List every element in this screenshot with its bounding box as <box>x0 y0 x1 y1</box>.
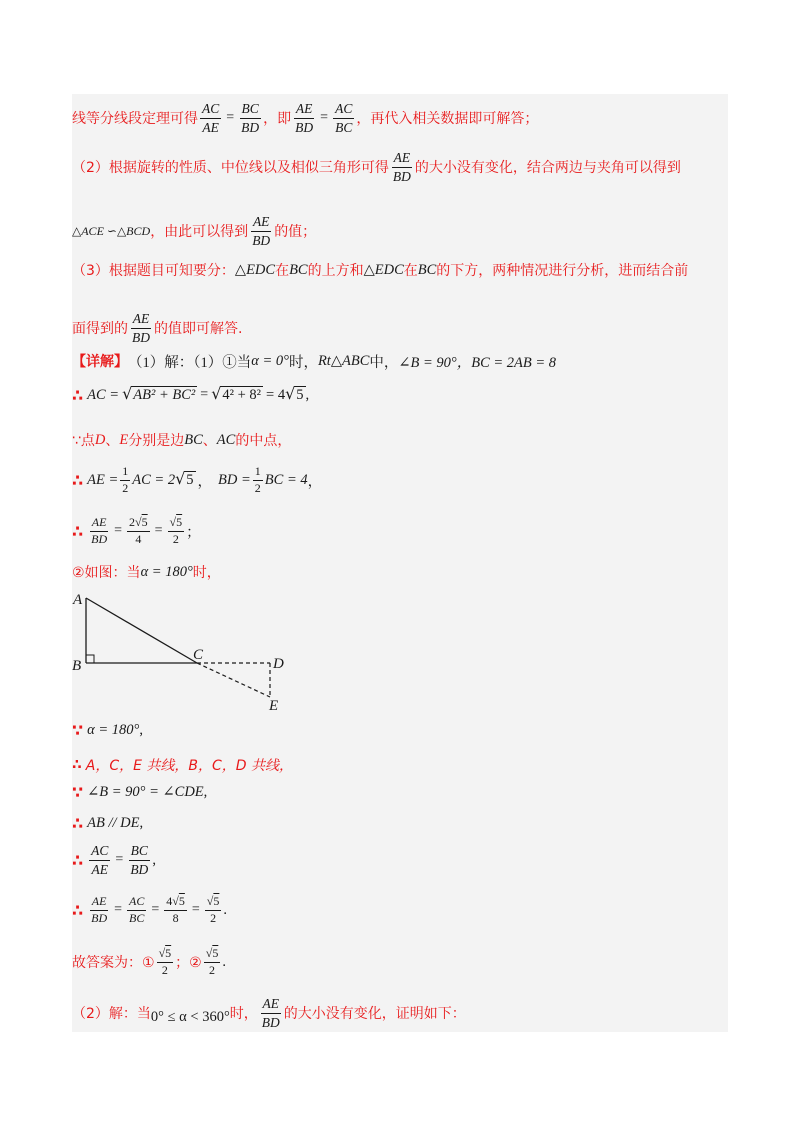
segment-bc: BC <box>289 261 308 278</box>
text: 的值； <box>274 224 317 240</box>
line-2 <box>72 137 681 197</box>
line-4: （3）根据题目可知要分： △EDC 在 BC 的上方和 △EDC 在 BC 的下方，两种情况进行分析，进而结合前 <box>72 261 689 279</box>
fraction-ac-bc: $\frac{AC}{BC}$ <box>335 100 353 135</box>
therefore-symbol: ∴ <box>72 900 84 920</box>
label-e: E <box>269 698 279 713</box>
line-5: 面得到的 $\frac{AE}{BD}$ 的值即可解答. <box>72 310 243 345</box>
line-9: ∴ AE = $\frac{1}{2}$ AC = 2 √ 5 ， BD = $\frac{1}{2}$ BC = 4 ， <box>72 463 323 495</box>
segment-ac <box>86 598 197 663</box>
geometry-figure <box>72 588 302 713</box>
line-1: 线等分线段定理可得 $\frac{AC}{AE}$ = $\frac{BC}{BD}$ ，即 $\frac{AE}{BD}$ = $\frac{AC}{BC}$ ，再代入相关数据即可解答； <box>72 100 539 135</box>
text: ，由此可以得到 <box>150 224 249 240</box>
therefore-symbol: ∴ <box>72 813 84 833</box>
therefore-symbol: ∴ <box>72 757 82 773</box>
fraction-bc-bd: $\frac{BC}{BD}$ <box>241 100 260 135</box>
text: ，即 <box>263 111 292 127</box>
triangle-edc: △EDC <box>363 261 404 278</box>
fraction-ae-bd: $\frac{AE}{BD}$ <box>295 100 314 135</box>
text: ，再代入相关数据即可解答； <box>356 111 539 127</box>
fraction-ae-bd: $\frac{AE}{BD}$ <box>392 149 411 184</box>
similar-triangles: △ACE ∽△BCD <box>72 223 151 238</box>
text: 线等分线段定理可得 <box>72 111 198 127</box>
line-8: ∵点 D 、 E 分别是边 BC 、 AC 的中点， <box>72 431 292 449</box>
fraction-ac-ae: $\frac{AC}{AE}$ <box>202 100 220 135</box>
line-15: ∴ AB // DE , <box>72 813 144 833</box>
therefore-symbol: ∴ <box>72 385 84 405</box>
line-19: （2）解：当 0° ≤ α < 360° 时， $\frac{AE}{BD}$ 的大小没有变化，证明如下： <box>72 995 466 1030</box>
line-10: ∴ $\frac{AE}{BD}$ = $\frac{2√5}{4}$ = $\frac{√5}{2}$ ； <box>72 514 201 546</box>
label-b: B <box>72 658 82 674</box>
line-14: ∵ ∠B = 90° = ∠CDE , <box>72 782 208 802</box>
line-6: 【详解】 （1）解：（1）①当 α = 0° 时， Rt△ABC 中， ∠B = 90°，BC = 2AB = 8 <box>72 352 557 371</box>
therefore-symbol: ∴ <box>72 470 84 490</box>
text: （2）根据旋转的性质、中位线以及相似三角形可得 <box>72 160 389 176</box>
therefore-symbol: ∴ <box>72 850 84 870</box>
right-angle-mark <box>86 655 94 663</box>
line-16: ∴ $\frac{AC}{AE}$ = $\frac{BC}{BD}$ , <box>72 842 156 877</box>
line-17: ∴ $\frac{AE}{BD}$ = $\frac{AC}{BC}$ = $\frac{4√5}{8}$ = $\frac{√5}{2}$ . <box>72 893 228 925</box>
label-c: C <box>193 647 204 663</box>
therefore-symbol: ∴ <box>72 521 84 541</box>
detail-tag: 【详解】 <box>72 354 128 370</box>
segment-ce <box>197 663 270 697</box>
segment-bc: BC <box>417 261 437 278</box>
because-symbol: ∵ <box>72 720 84 740</box>
line-7: ∴ AC = √ AB² + BC² = √ 4² + 8² = 4 √ 5 , <box>72 384 310 405</box>
line-11: ②如图：当 α = 180° 时， <box>72 563 221 581</box>
text: 的大小没有变化，结合两边与夹角可以得到 <box>414 160 681 176</box>
triangle-edc: △EDC <box>234 261 276 278</box>
line-18: 故答案为：① $\frac{√5}{2}$ ；② $\frac{√5}{2}$ . <box>72 945 226 977</box>
fraction-ae-bd: $\frac{AE}{BD}$ <box>132 310 150 345</box>
line-12: ∵ α = 180° , <box>72 720 143 740</box>
fraction-ae-bd: $\frac{AE}{BD}$ <box>252 213 271 248</box>
line-13: ∴ A，C，E 共线，B，C，D 共线， <box>72 757 294 774</box>
label-a: A <box>73 592 83 608</box>
because-symbol: ∵ <box>72 782 84 802</box>
label-d: D <box>273 656 284 672</box>
